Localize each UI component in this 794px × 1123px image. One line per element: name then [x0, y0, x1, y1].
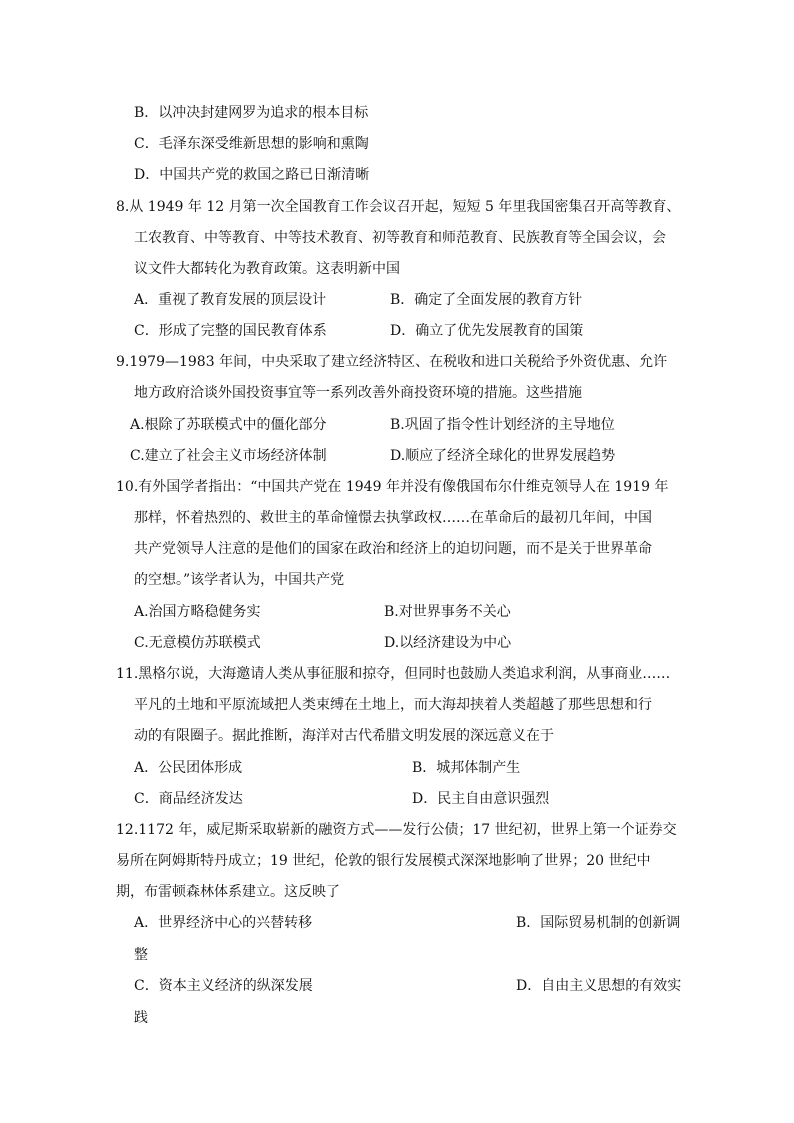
q10-stem-line1: 10.有外国学者指出：“中国共产党在 1949 年并没有像俄国布尔什维克领导人在 1919 年: [116, 479, 669, 495]
q9-option-b: B.巩固了指令性计划经济的主导地位: [390, 417, 615, 433]
q11-option-d: D．民主自由意识强烈: [412, 791, 550, 807]
q8-stem-line3: 议文件大都转化为教育政策。这表明新中国: [134, 261, 400, 277]
q12-stem-line3: 期，布雷顿森林体系建立。这反映了: [116, 884, 340, 900]
q10-stem-line4: 的空想。”该学者认为，中国共产党: [134, 572, 345, 588]
q11-stem-line2: 平凡的土地和平原流域把人类束缚在土地上，而大海却挟着人类超越了那些思想和行: [134, 697, 652, 713]
q12-option-d-wrap: 践: [134, 1010, 148, 1026]
q9-stem-line1: 9.1979—1983 年间，中央采取了建立经济特区、在税收和进口关税给予外资优惠、允许: [116, 354, 668, 370]
q11-option-b: B．城邦体制产生: [412, 760, 521, 776]
q9-option-a: A.根除了苏联模式中的僵化部分: [130, 417, 327, 433]
q12-option-b: B．国际贸易机制的创新调: [516, 915, 681, 931]
q11-option-a: A．公民团体形成: [134, 760, 243, 776]
q10-option-a: A.治国方略稳健务实: [134, 604, 261, 620]
q8-option-c: C．形成了完整的国民教育体系: [134, 323, 327, 339]
q10-stem-line3: 共产党领导人注意的是他们的国家在政治和经济上的迫切问题，而不是关于世界革命: [134, 541, 652, 557]
q12-option-c: C．资本主义经济的纵深发展: [134, 978, 313, 994]
q10-option-b: B.对世界事务不关心: [384, 604, 511, 620]
q8-stem-line1: 8.从 1949 年 12 月第一次全国教育工作会议召开起，短短 5 年里我国密集召开高等教育、: [116, 199, 681, 215]
q8-stem-line2: 工农教育、中等教育、中等技术教育、初等教育和师范教育、民族教育等全国会议，会: [134, 230, 666, 246]
q9-option-d: D.顺应了经济全球化的世界发展趋势: [390, 448, 616, 464]
q11-stem-line1: 11.黑格尔说，大海邀请人类从事征服和掠夺，但同时也鼓励人类追求利润，从事商业……: [116, 666, 671, 682]
q11-option-c: C．商品经济发达: [134, 791, 243, 807]
q10-stem-line2: 那样，怀着热烈的、救世主的革命憧憬去执掌政权……在革命后的最初几年间，中国: [134, 510, 652, 526]
q12-option-b-wrap: 整: [134, 947, 148, 963]
q8-option-a: A．重视了教育发展的顶层设计: [134, 292, 327, 308]
q11-stem-line3: 动的有限圈子。据此推断，海洋对古代希腊文明发展的深远意义在于: [134, 728, 554, 744]
q9-option-c: C.建立了社会主义市场经济体制: [130, 448, 327, 464]
q10-option-c: C.无意模仿苏联模式: [134, 635, 261, 651]
q8-option-b: B．确定了全面发展的教育方针: [390, 292, 583, 308]
q9-stem-line2: 地方政府洽谈外国投资事宜等一系列改善外商投资环境的措施。这些措施: [134, 385, 582, 401]
q12-option-d: D．自由主义思想的有效实: [516, 978, 682, 994]
q7-option-c: C．毛泽东深受维新思想的影响和熏陶: [134, 136, 369, 152]
q12-stem-line2: 易所在阿姆斯特丹成立；19 世纪，伦敦的银行发展模式深深地影响了世界；20 世纪中: [116, 853, 651, 869]
q8-option-d: D．确立了优先发展教育的国策: [390, 323, 584, 339]
q12-stem-line1: 12.1172 年，威尼斯采取崭新的融资方式——发行公债；17 世纪初，世界上第一个证券交: [116, 822, 677, 838]
q7-option-d: D．中国共产党的救国之路已日渐清晰: [134, 167, 370, 183]
q12-option-a: A．世界经济中心的兴替转移: [134, 915, 313, 931]
q10-option-d: D.以经济建设为中心: [384, 635, 512, 651]
q7-option-b: B．以冲决封建网罗为追求的根本目标: [134, 105, 369, 121]
